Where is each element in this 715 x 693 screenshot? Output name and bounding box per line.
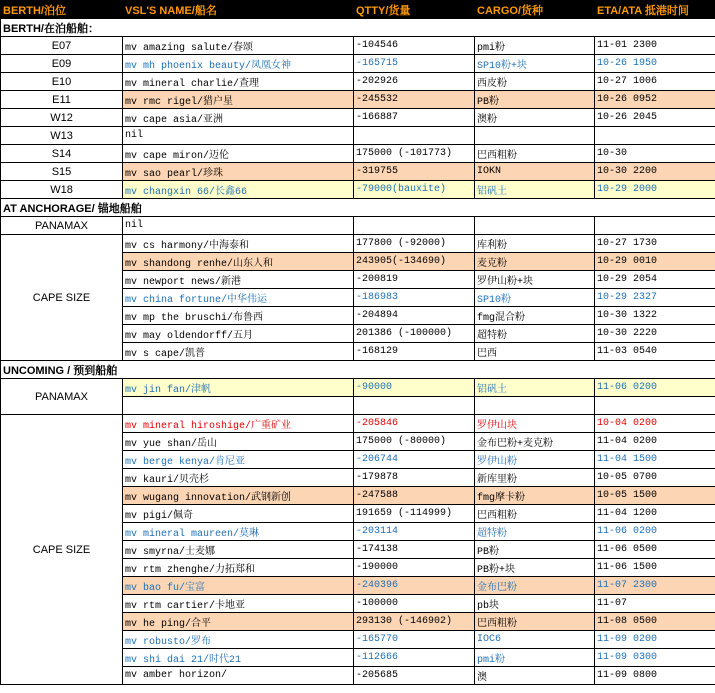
- eta-cell: 11-07: [595, 595, 715, 613]
- cargo-cell: 罗伊山粉+块: [475, 271, 595, 289]
- vessel-name-cell: mv may oldendorff/五月: [123, 325, 354, 343]
- section-title: UNCOMING / 预到船舶: [1, 361, 715, 379]
- berth-cell: S15: [1, 163, 123, 181]
- section-header-row: [1, 361, 715, 379]
- vessel-name-cell: mv china fortune/中华伟运: [123, 289, 354, 307]
- header-quantity: QTTY/货量: [354, 1, 475, 19]
- vessel-name-cell: mv shandong renhe/山东人和: [123, 253, 354, 271]
- quantity-cell: -247588: [354, 487, 475, 505]
- quantity-cell: -165770: [354, 631, 475, 649]
- quantity-cell: -190000: [354, 559, 475, 577]
- eta-cell: 10-26 2045: [595, 109, 715, 127]
- berth-cell: E09: [1, 55, 123, 73]
- header-vessel-name: VSL'S NAME/船名: [123, 1, 354, 19]
- vessel-name-cell: mv mineral maureen/莫琳: [123, 523, 354, 541]
- eta-cell: 11-09 0800: [595, 667, 715, 685]
- eta-cell: 10-26 1950: [595, 55, 715, 73]
- table-row: [1, 415, 715, 433]
- cargo-cell: 巴西: [475, 343, 595, 361]
- vessel-name-cell: mv mineral charlie/查理: [123, 73, 354, 91]
- eta-cell: 11-06 1500: [595, 559, 715, 577]
- quantity-cell: 293130 (-146902): [354, 613, 475, 631]
- berth-cell: E11: [1, 91, 123, 109]
- quantity-cell: 175000 (-101773): [354, 145, 475, 163]
- berth-cell: CAPE SIZE: [1, 235, 123, 361]
- eta-cell: 10-26 0952: [595, 91, 715, 109]
- quantity-cell: [354, 127, 475, 145]
- quantity-cell: -166887: [354, 109, 475, 127]
- cargo-cell: IOKN: [475, 163, 595, 181]
- quantity-cell: -202926: [354, 73, 475, 91]
- vessel-name-cell: mv shi dai 21/时代21: [123, 649, 354, 667]
- quantity-cell: -112666: [354, 649, 475, 667]
- cargo-cell: [475, 217, 595, 235]
- eta-cell: 11-06 0200: [595, 379, 715, 397]
- cargo-cell: 库利粉: [475, 235, 595, 253]
- cargo-cell: IOC6: [475, 631, 595, 649]
- eta-cell: 11-06 0200: [595, 523, 715, 541]
- cargo-cell: 超特粉: [475, 523, 595, 541]
- eta-cell: 10-30 1322: [595, 307, 715, 325]
- quantity-cell: -90000: [354, 379, 475, 397]
- vessel-name-cell: mv s cape/凯普: [123, 343, 354, 361]
- cargo-cell: SP10粉: [475, 289, 595, 307]
- eta-cell: 11-04 1200: [595, 505, 715, 523]
- vessel-name-cell: mv mh phoenix beauty/凤凰女神: [123, 55, 354, 73]
- eta-cell: 10-30 2220: [595, 325, 715, 343]
- eta-cell: 11-09 0200: [595, 631, 715, 649]
- cargo-cell: 澳粉: [475, 109, 595, 127]
- vessel-name-cell: nil: [123, 127, 354, 145]
- quantity-cell: -240396: [354, 577, 475, 595]
- vessel-name-cell: mv jin fan/津帆: [123, 379, 354, 397]
- quantity-cell: -104546: [354, 37, 475, 55]
- eta-cell: 10-30: [595, 145, 715, 163]
- table-row: [1, 379, 715, 397]
- eta-cell: 11-04 1500: [595, 451, 715, 469]
- vessel-name-cell: mv changxin 66/长鑫66: [123, 181, 354, 199]
- cargo-cell: 澳: [475, 667, 595, 685]
- vessel-name-cell: mv pigi/佩奇: [123, 505, 354, 523]
- quantity-cell: 177800 (-92000): [354, 235, 475, 253]
- quantity-cell: -79000(bauxite): [354, 181, 475, 199]
- table-body: [1, 1, 715, 685]
- vessel-name-cell: mv he ping/合平: [123, 613, 354, 631]
- table-row: [1, 145, 715, 163]
- vessel-name-cell: nil: [123, 217, 354, 235]
- cargo-cell: 金布巴粉+麦克粉: [475, 433, 595, 451]
- quantity-cell: -179878: [354, 469, 475, 487]
- cargo-cell: 巴西粗粉: [475, 505, 595, 523]
- vessel-name-cell: mv robusto/罗布: [123, 631, 354, 649]
- eta-cell: 10-05 0700: [595, 469, 715, 487]
- header-row: [1, 1, 715, 19]
- cargo-cell: 铝矾土: [475, 379, 595, 397]
- vessel-name-cell: mv amber horizon/: [123, 667, 354, 685]
- vessel-name-cell: mv yue shan/岳山: [123, 433, 354, 451]
- eta-cell: 10-27 1006: [595, 73, 715, 91]
- berth-cell: S14: [1, 145, 123, 163]
- berth-cell: W18: [1, 181, 123, 199]
- vessel-name-cell: mv kauri/贝壳杉: [123, 469, 354, 487]
- section-header-row: [1, 19, 715, 37]
- quantity-cell: 175000 (-80000): [354, 433, 475, 451]
- vessel-name-cell: mv bao fu/宝富: [123, 577, 354, 595]
- vessel-name-cell: mv newport news/新港: [123, 271, 354, 289]
- vessel-name-cell: mv rtm zhenghe/力拓郑和: [123, 559, 354, 577]
- berth-cell: PANAMAX: [1, 217, 123, 235]
- vessel-name-cell: mv wugang innovation/武钢新创: [123, 487, 354, 505]
- eta-cell: 10-27 1730: [595, 235, 715, 253]
- berth-cell: E10: [1, 73, 123, 91]
- berth-cell: W12: [1, 109, 123, 127]
- section-header-row: [1, 199, 715, 217]
- vessel-name-cell: mv smyrna/士麦娜: [123, 541, 354, 559]
- header-cargo: CARGO/货种: [475, 1, 595, 19]
- cargo-cell: PB粉: [475, 541, 595, 559]
- vessel-name-cell: mv amazing salute/春颂: [123, 37, 354, 55]
- vessel-name-cell: mv mp the bruschi/布鲁西: [123, 307, 354, 325]
- quantity-cell: -319755: [354, 163, 475, 181]
- eta-cell: 10-29 0010: [595, 253, 715, 271]
- eta-cell: 11-03 0540: [595, 343, 715, 361]
- berth-cell: PANAMAX: [1, 379, 123, 415]
- section-title: BERTH/在泊船舶：: [1, 19, 715, 37]
- table-row: [1, 109, 715, 127]
- eta-cell: [595, 217, 715, 235]
- cargo-cell: [475, 127, 595, 145]
- vessel-name-cell: mv cape miron/迈伦: [123, 145, 354, 163]
- vessel-name-cell: mv mineral hiroshige/广重矿业: [123, 415, 354, 433]
- eta-cell: 10-29 2327: [595, 289, 715, 307]
- quantity-cell: -204894: [354, 307, 475, 325]
- cargo-cell: pb块: [475, 595, 595, 613]
- eta-cell: 11-01 2300: [595, 37, 715, 55]
- quantity-cell: -205685: [354, 667, 475, 685]
- table-row: [1, 235, 715, 253]
- quantity-cell: -186983: [354, 289, 475, 307]
- cargo-cell: PB粉+块: [475, 559, 595, 577]
- cargo-cell: fmg摩卡粉: [475, 487, 595, 505]
- cargo-cell: 金布巴粉: [475, 577, 595, 595]
- cargo-cell: 麦克粉: [475, 253, 595, 271]
- vessel-name-cell: mv cape asia/亚洲: [123, 109, 354, 127]
- table-row: [1, 127, 715, 145]
- table-row: [1, 73, 715, 91]
- table-row: [1, 181, 715, 199]
- table-row: [1, 91, 715, 109]
- table-row: [1, 37, 715, 55]
- cargo-cell: 罗伊山块: [475, 415, 595, 433]
- vessel-name-cell: mv rmc rigel/猎户星: [123, 91, 354, 109]
- cargo-cell: 新库里粉: [475, 469, 595, 487]
- quantity-cell: -205846: [354, 415, 475, 433]
- quantity-cell: -203114: [354, 523, 475, 541]
- cargo-cell: 铝矾土: [475, 181, 595, 199]
- table-row: [1, 55, 715, 73]
- quantity-cell: -165715: [354, 55, 475, 73]
- cargo-cell: SP10粉+块: [475, 55, 595, 73]
- header-berth: BERTH/泊位: [1, 1, 123, 19]
- cargo-cell: pmi粉: [475, 37, 595, 55]
- eta-cell: 11-04 0200: [595, 433, 715, 451]
- berth-cell: W13: [1, 127, 123, 145]
- eta-cell: 11-07 2300: [595, 577, 715, 595]
- cargo-cell: 超特粉: [475, 325, 595, 343]
- eta-cell: [595, 397, 715, 415]
- table-row: [1, 163, 715, 181]
- table-row: [1, 217, 715, 235]
- quantity-cell: -200819: [354, 271, 475, 289]
- cargo-cell: 巴西粗粉: [475, 613, 595, 631]
- quantity-cell: -168129: [354, 343, 475, 361]
- section-title: AT ANCHORAGE/ 锚地船舶: [1, 199, 715, 217]
- quantity-cell: -245532: [354, 91, 475, 109]
- quantity-cell: 243905(-134690): [354, 253, 475, 271]
- quantity-cell: [354, 217, 475, 235]
- quantity-cell: -100000: [354, 595, 475, 613]
- berth-cell: CAPE SIZE: [1, 415, 123, 685]
- eta-cell: 10-29 2000: [595, 181, 715, 199]
- eta-cell: 10-05 1500: [595, 487, 715, 505]
- quantity-cell: [354, 397, 475, 415]
- cargo-cell: fmg混合粉: [475, 307, 595, 325]
- cargo-cell: pmi粉: [475, 649, 595, 667]
- header-eta: ETA/ATA 抵港时间: [595, 1, 715, 19]
- cargo-cell: 西皮粉: [475, 73, 595, 91]
- vessel-name-cell: mv rtm cartier/卡地亚: [123, 595, 354, 613]
- eta-cell: 11-08 0500: [595, 613, 715, 631]
- cargo-cell: PB粉: [475, 91, 595, 109]
- quantity-cell: -174138: [354, 541, 475, 559]
- eta-cell: [595, 127, 715, 145]
- berth-cell: E07: [1, 37, 123, 55]
- vessel-name-cell: mv sao pearl/珍珠: [123, 163, 354, 181]
- quantity-cell: 191659 (-114999): [354, 505, 475, 523]
- quantity-cell: 201386 (-100000): [354, 325, 475, 343]
- cargo-cell: [475, 397, 595, 415]
- eta-cell: 10-29 2054: [595, 271, 715, 289]
- eta-cell: 11-06 0500: [595, 541, 715, 559]
- eta-cell: 10-30 2200: [595, 163, 715, 181]
- cargo-cell: 罗伊山粉: [475, 451, 595, 469]
- cargo-cell: 巴西粗粉: [475, 145, 595, 163]
- vessel-name-cell: mv cs harmony/中海泰和: [123, 235, 354, 253]
- eta-cell: 10-04 0200: [595, 415, 715, 433]
- quantity-cell: -206744: [354, 451, 475, 469]
- vessel-name-cell: [123, 397, 354, 415]
- eta-cell: 11-09 0300: [595, 649, 715, 667]
- vessel-name-cell: mv berge kenya/肯尼亚: [123, 451, 354, 469]
